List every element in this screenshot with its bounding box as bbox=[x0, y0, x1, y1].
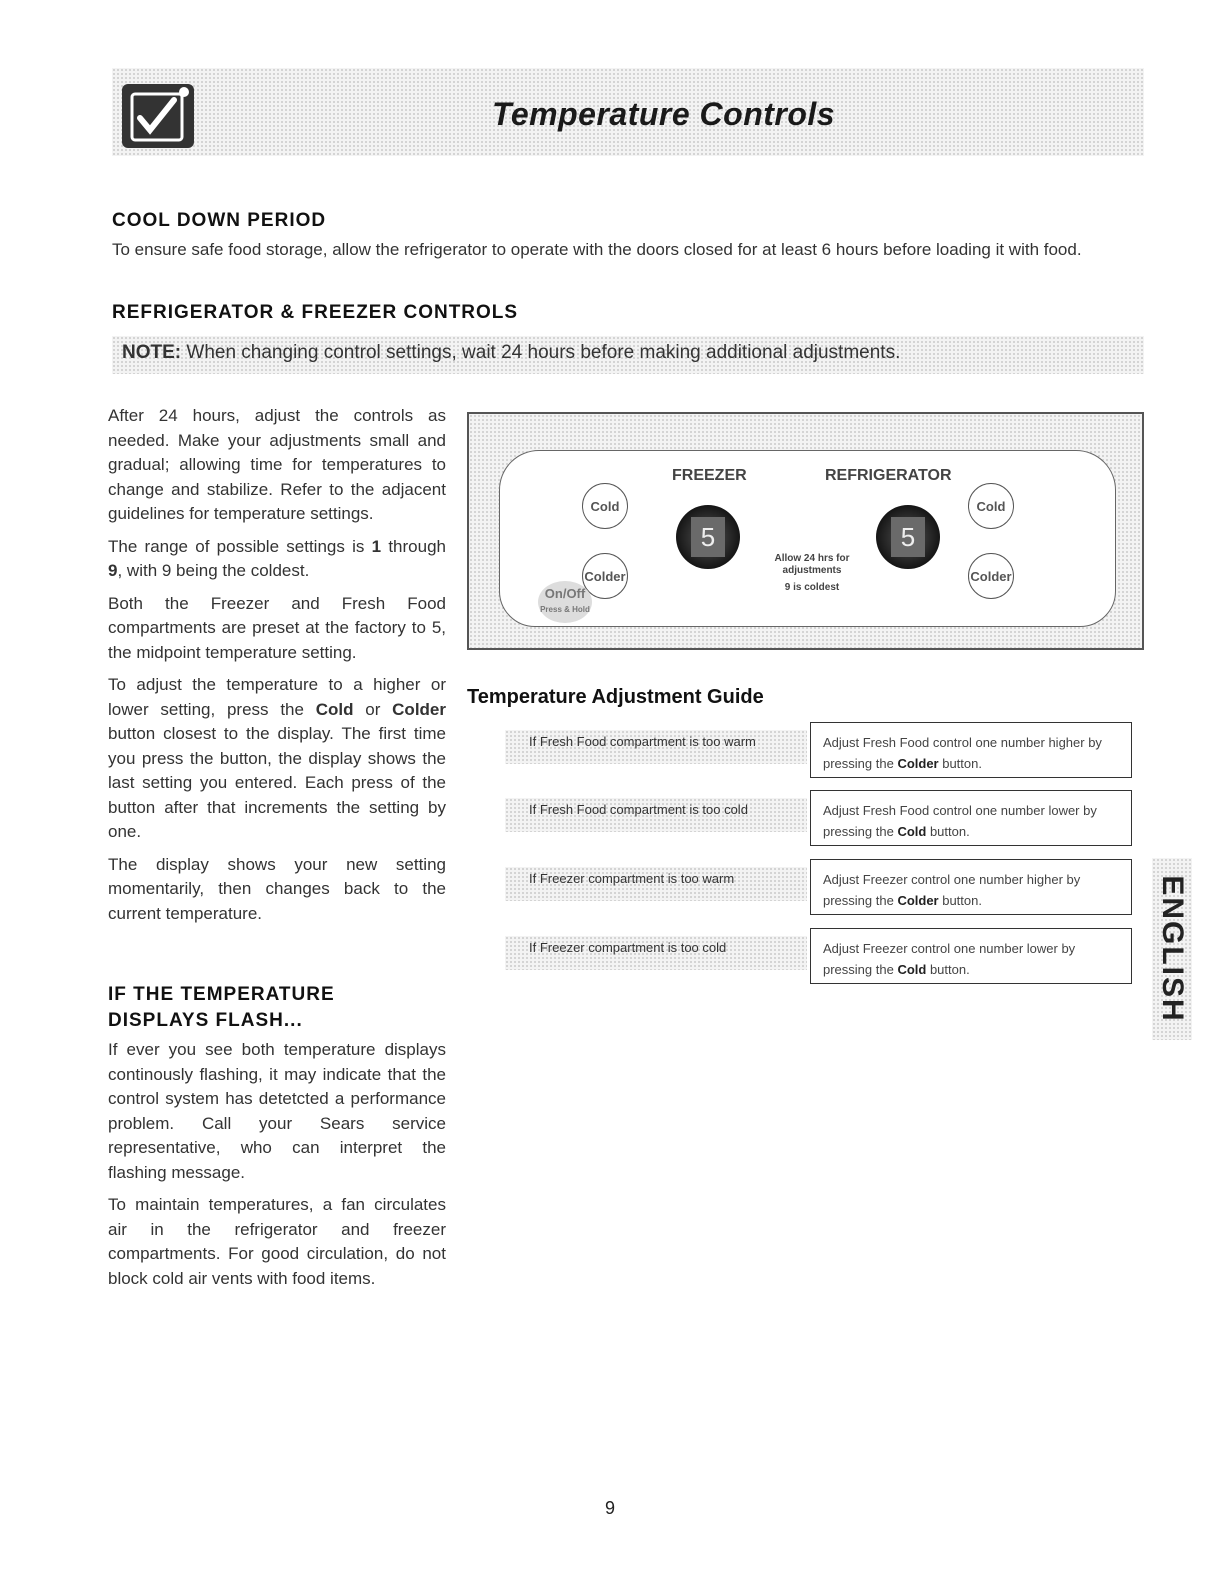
note-body: When changing control settings, wait 24 hours before making additional adjustments. bbox=[186, 342, 901, 363]
freezer-label: FREEZER bbox=[672, 467, 747, 484]
fridge-cold-button[interactable]: Cold bbox=[968, 483, 1014, 529]
onoff-button[interactable]: On/Off Press & Hold bbox=[538, 581, 592, 623]
page-title: Temperature Controls bbox=[492, 96, 836, 132]
guide-condition: If Fresh Food compartment is too cold bbox=[529, 802, 748, 817]
note-text bbox=[122, 342, 900, 364]
cool-down-text: To ensure safe food storage, allow the refrigerator to operate with the doors closed for at least 6 hours before loading it with food. bbox=[112, 240, 1082, 259]
cool-down-heading: COOL DOWN PERIOD bbox=[112, 210, 327, 231]
note-label: NOTE: bbox=[122, 342, 182, 363]
controls-heading: REFRIGERATOR & FREEZER CONTROLS bbox=[112, 302, 519, 323]
controls-p2: The range of possible settings is 1 through 9, with 9 being the coldest. bbox=[108, 536, 446, 580]
controls-p1: After 24 hours, adjust the controls as needed. Make your adjustments small and gradual; allowing time for temperatures to change and stabilize. Refer to the adjacent guidelines for temperature settings. bbox=[108, 406, 446, 523]
guide-row bbox=[505, 859, 1132, 919]
guide-row bbox=[505, 928, 1132, 988]
guide-action: Adjust Freezer control one number higher by pressing the Colder button. bbox=[810, 859, 1132, 915]
checklist-icon bbox=[122, 84, 194, 148]
header-banner bbox=[112, 68, 1144, 156]
freezer-cold-button[interactable]: Cold bbox=[582, 483, 628, 529]
flash-body bbox=[108, 1038, 446, 1299]
language-tab-label: ENGLISH bbox=[1156, 875, 1189, 1023]
page-number: 9 bbox=[605, 1498, 616, 1518]
controls-p3: Both the Freezer and Fresh Food compartments are preset at the factory to 5, the midpoint temperature setting. bbox=[108, 593, 446, 662]
language-tab bbox=[1152, 858, 1192, 1040]
guide-row bbox=[505, 722, 1132, 782]
control-panel-illustration bbox=[467, 412, 1144, 650]
guide-action: Adjust Fresh Food control one number higher by pressing the Colder button. bbox=[810, 722, 1132, 778]
flash-p1: If ever you see both temperature displays continously flashing, it may indicate that the control system has detetcted a performance problem. Call your Sears service representative, who can interpret the flashing message. bbox=[108, 1040, 446, 1182]
guide-title: Temperature Adjustment Guide bbox=[467, 686, 764, 708]
note-band bbox=[112, 336, 1144, 374]
guide-action: Adjust Fresh Food control one number lower by pressing the Cold button. bbox=[810, 790, 1132, 846]
flash-heading: IF THE TEMPERATURE DISPLAYS FLASH... bbox=[108, 984, 335, 1031]
fridge-colder-button[interactable]: Colder bbox=[968, 553, 1014, 599]
controls-p4: To adjust the temperature to a higher or lower setting, press the Cold or Colder button closest to the display. The first time you press the button, the display shows the last setting you entered. Each press of the button after that increments the setting by one. bbox=[108, 675, 446, 841]
fridge-display: 5 bbox=[876, 505, 940, 569]
flash-p2: To maintain temperatures, a fan circulates air in the refrigerator and freezer compartments. For good circulation, do not block cold air vents with food items. bbox=[108, 1195, 446, 1288]
freezer-display: 5 bbox=[676, 505, 740, 569]
guide-condition: If Freezer compartment is too warm bbox=[529, 871, 735, 886]
guide-condition: If Freezer compartment is too cold bbox=[529, 940, 727, 955]
guide-action: Adjust Freezer control one number lower by pressing the Cold button. bbox=[810, 928, 1132, 984]
controls-body bbox=[108, 404, 446, 934]
panel-note: Allow 24 hrs for adjustments 9 is coldest bbox=[774, 553, 850, 593]
guide-row bbox=[505, 790, 1132, 850]
refrigerator-label: REFRIGERATOR bbox=[825, 467, 952, 484]
control-panel-face bbox=[499, 450, 1116, 627]
freezer-colder-button[interactable]: Colder bbox=[582, 553, 628, 599]
controls-p5: The display shows your new setting momentarily, then changes back to the current temperature. bbox=[108, 854, 446, 923]
guide-condition: If Fresh Food compartment is too warm bbox=[529, 734, 756, 749]
